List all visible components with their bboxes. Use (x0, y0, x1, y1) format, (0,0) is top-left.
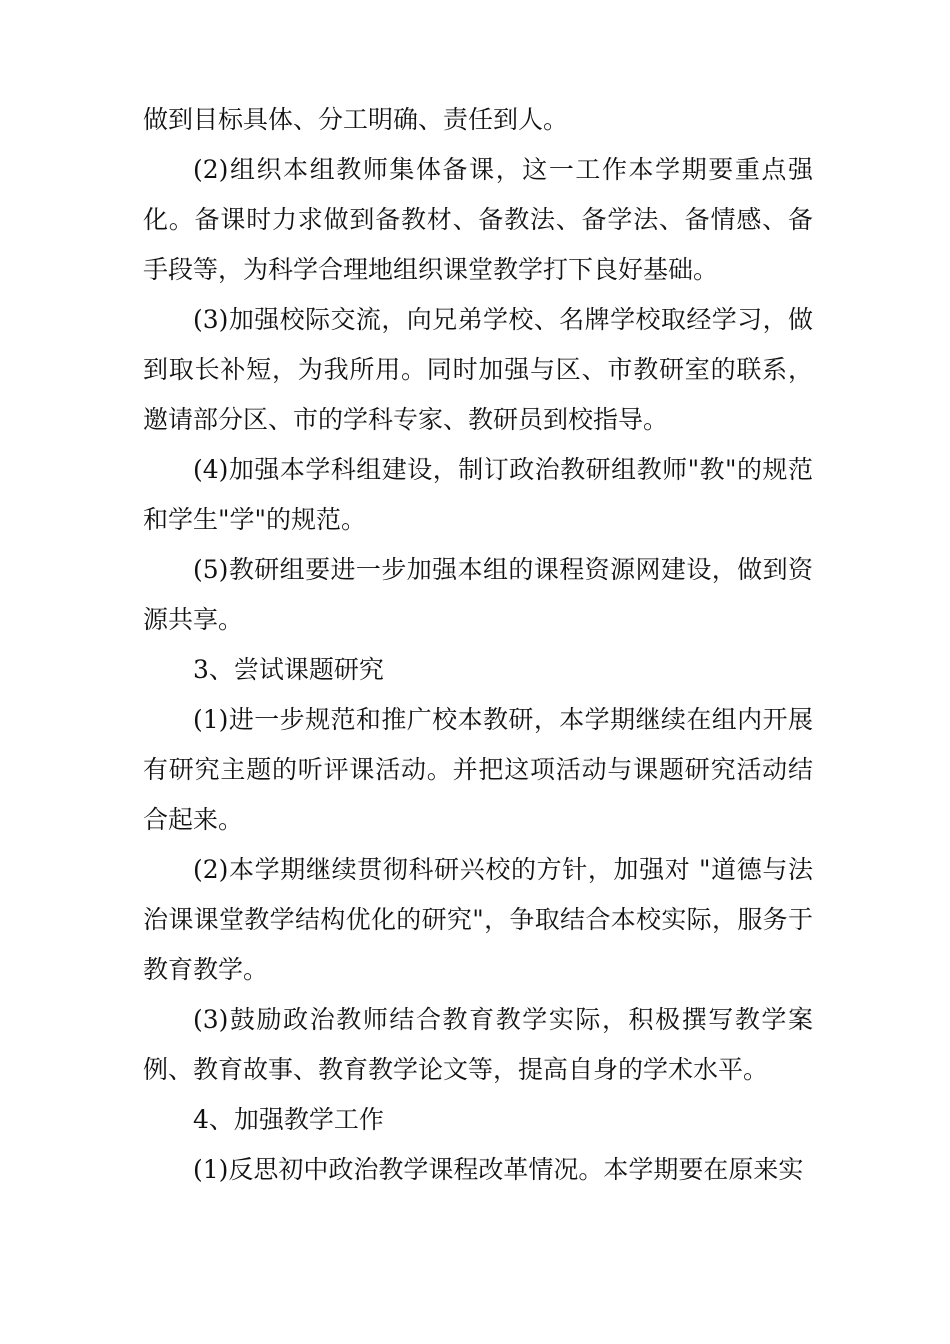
section-heading-3: 3、尝试课题研究 (193, 655, 384, 684)
paragraph-7: (2)本学期继续贯彻科研兴校的方针，加强对 "道德与法治课课堂教学结构优化的研究"，争取结合本校实际，服务于教育教学。 (143, 855, 813, 984)
paragraph-9: (1)反思初中政治教学课程改革情况。本学期要在原来实 (193, 1155, 804, 1184)
paragraph-6: (1)进一步规范和推广校本教研，本学期继续在组内开展有研究主题的听评课活动。并把这项活动与课题研究活动结合起来。 (143, 705, 813, 834)
paragraph-2: (2)组织本组教师集体备课，这一工作本学期要重点强化。备课时力求做到备教材、备教法、备学法、备情感、备手段等，为科学合理地组织课堂教学打下良好基础。 (143, 155, 813, 284)
document-body (143, 95, 813, 1195)
section-heading-4: 4、加强教学工作 (193, 1105, 384, 1134)
paragraph-1: 做到目标具体、分工明确、责任到人。 (143, 105, 569, 134)
paragraph-3: (3)加强校际交流，向兄弟学校、名牌学校取经学习，做到取长补短，为我所用。同时加强与区、市教研室的联系，邀请部分区、市的学科专家、教研员到校指导。 (143, 305, 813, 434)
paragraph-8: (3)鼓励政治教师结合教育教学实际，积极撰写教学案例、教育故事、教育教学论文等，提高自身的学术水平。 (143, 1005, 813, 1084)
paragraph-4: (4)加强本学科组建设，制订政治教研组教师"教"的规范和学生"学"的规范。 (143, 455, 813, 534)
paragraph-5: (5)教研组要进一步加强本组的课程资源网建设，做到资源共享。 (143, 555, 813, 634)
